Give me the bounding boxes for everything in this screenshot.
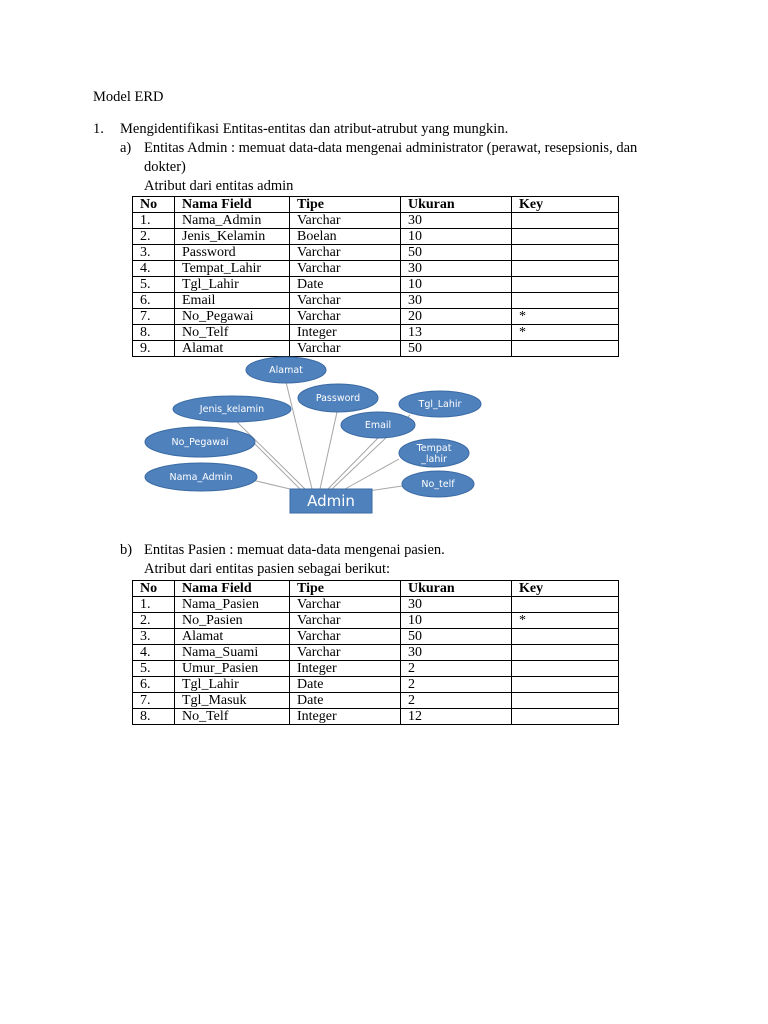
- cell-ukuran: 30: [401, 645, 512, 661]
- cell-key: [512, 213, 619, 229]
- cell-nama-field: Tgl_Lahir: [175, 677, 290, 693]
- entity-admin: [290, 489, 372, 513]
- pasien-table-caption: Atribut dari entitas pasien sebagai berikut:: [144, 561, 391, 577]
- connector-line: [320, 412, 337, 489]
- cell-nama-field: Tgl_Lahir: [175, 277, 290, 293]
- cell-ukuran: 12: [401, 709, 512, 725]
- table-row: [133, 629, 619, 645]
- attr-jenis-kelamin: [173, 396, 291, 422]
- cell-tipe: Varchar: [290, 293, 401, 309]
- admin-erd-diagram: [140, 354, 490, 518]
- cell-key: [512, 293, 619, 309]
- table-row: [133, 709, 619, 725]
- cell-nama-field: Nama_Pasien: [175, 597, 290, 613]
- cell-no: 2.: [133, 229, 175, 245]
- cell-no: 3.: [133, 245, 175, 261]
- admin-letter: a): [120, 140, 132, 156]
- header-ukuran: Ukuran: [401, 581, 512, 597]
- cell-tipe: Date: [290, 277, 401, 293]
- page-title: Model ERD: [93, 89, 164, 105]
- admin-table-caption: Atribut dari entitas admin: [144, 178, 294, 194]
- cell-tipe: Varchar: [290, 309, 401, 325]
- header-tipe: Tipe: [290, 581, 401, 597]
- table-row: [133, 693, 619, 709]
- attr-password-label: Password: [315, 393, 361, 404]
- cell-tipe: Varchar: [290, 341, 401, 357]
- table-row: [133, 597, 619, 613]
- cell-no: 2.: [133, 613, 175, 629]
- cell-nama-field: No_Pasien: [175, 613, 290, 629]
- attr-tgl-lahir: [399, 391, 481, 417]
- cell-tipe: Varchar: [290, 613, 401, 629]
- table-row: [133, 309, 619, 325]
- table-row: [133, 229, 619, 245]
- entity-admin-label: Admin: [307, 492, 355, 510]
- cell-key: [512, 693, 619, 709]
- attr-email-label: Email: [364, 420, 392, 431]
- cell-no: 7.: [133, 693, 175, 709]
- cell-tipe: Varchar: [290, 213, 401, 229]
- cell-ukuran: 30: [401, 293, 512, 309]
- attr-no-pegawai-label: No_Pegawai: [171, 437, 229, 448]
- cell-tipe: Varchar: [290, 597, 401, 613]
- cell-ukuran: 30: [401, 261, 512, 277]
- cell-no: 1.: [133, 597, 175, 613]
- cell-tipe: Boelan: [290, 229, 401, 245]
- cell-tipe: Date: [290, 677, 401, 693]
- admin-description-line2: dokter): [144, 159, 186, 175]
- header-nama-field: Nama Field: [175, 197, 290, 213]
- cell-ukuran: 10: [401, 277, 512, 293]
- cell-ukuran: 50: [401, 629, 512, 645]
- cell-ukuran: 50: [401, 341, 512, 357]
- cell-no: 6.: [133, 293, 175, 309]
- cell-key: [512, 341, 619, 357]
- cell-tipe: Date: [290, 693, 401, 709]
- cell-ukuran: 13: [401, 325, 512, 341]
- header-nama-field: Nama Field: [175, 581, 290, 597]
- cell-nama-field: Password: [175, 245, 290, 261]
- cell-no: 3.: [133, 629, 175, 645]
- table-row: [133, 213, 619, 229]
- cell-no: 9.: [133, 341, 175, 357]
- cell-key: [512, 245, 619, 261]
- cell-key: [512, 629, 619, 645]
- cell-tipe: Varchar: [290, 629, 401, 645]
- cell-nama-field: Alamat: [175, 341, 290, 357]
- attr-nama-admin: [145, 463, 257, 491]
- cell-ukuran: 30: [401, 597, 512, 613]
- admin-attribute-table: [132, 196, 619, 357]
- table-row: [133, 293, 619, 309]
- table-row: [133, 325, 619, 341]
- attr-no-pegawai: [145, 427, 255, 457]
- cell-key: [512, 709, 619, 725]
- cell-tipe: Varchar: [290, 261, 401, 277]
- table-header-row: [133, 197, 619, 213]
- attr-nama-admin-label: Nama_Admin: [169, 472, 233, 483]
- cell-nama-field: No_Telf: [175, 709, 290, 725]
- cell-key: [512, 661, 619, 677]
- section-number: 1.: [93, 121, 104, 137]
- connector-line: [328, 438, 378, 489]
- header-ukuran: Ukuran: [401, 197, 512, 213]
- table-row: [133, 661, 619, 677]
- attr-tempat-lahir: [399, 439, 469, 467]
- cell-nama-field: Tempat_Lahir: [175, 261, 290, 277]
- attr-tgl-lahir-label: Tgl_Lahir: [418, 399, 462, 410]
- table-header-row: [133, 581, 619, 597]
- header-key: Key: [512, 197, 619, 213]
- cell-no: 5.: [133, 277, 175, 293]
- cell-tipe: Integer: [290, 325, 401, 341]
- cell-nama-field: No_Pegawai: [175, 309, 290, 325]
- cell-no: 7.: [133, 309, 175, 325]
- attr-email: [341, 412, 415, 438]
- cell-no: 8.: [133, 709, 175, 725]
- pasien-description: Entitas Pasien : memuat data-data mengenai pasien.: [144, 542, 445, 558]
- cell-key: *: [512, 325, 619, 341]
- cell-no: 5.: [133, 661, 175, 677]
- cell-ukuran: 20: [401, 309, 512, 325]
- table-row: [133, 677, 619, 693]
- cell-nama-field: Alamat: [175, 629, 290, 645]
- header-no: No: [133, 581, 175, 597]
- cell-no: 4.: [133, 261, 175, 277]
- cell-ukuran: 50: [401, 245, 512, 261]
- attr-alamat-label: Alamat: [269, 365, 303, 376]
- cell-ukuran: 2: [401, 677, 512, 693]
- attr-password: [298, 384, 378, 412]
- header-key: Key: [512, 581, 619, 597]
- admin-description-line1: Entitas Admin : memuat data-data mengenai administrator (perawat, resepsionis, dan: [144, 140, 638, 156]
- cell-nama-field: Nama_Admin: [175, 213, 290, 229]
- cell-nama-field: Nama_Suami: [175, 645, 290, 661]
- cell-tipe: Integer: [290, 661, 401, 677]
- cell-tipe: Integer: [290, 709, 401, 725]
- table-row: [133, 613, 619, 629]
- cell-ukuran: 10: [401, 613, 512, 629]
- cell-no: 1.: [133, 213, 175, 229]
- attr-jenis-kelamin-label: Jenis_kelamin: [199, 404, 265, 415]
- cell-key: [512, 677, 619, 693]
- attr-alamat: [246, 357, 326, 383]
- cell-ukuran: 10: [401, 229, 512, 245]
- cell-key: *: [512, 309, 619, 325]
- cell-ukuran: 2: [401, 661, 512, 677]
- pasien-letter: b): [120, 542, 133, 558]
- cell-key: [512, 277, 619, 293]
- cell-nama-field: No_Telf: [175, 325, 290, 341]
- cell-ukuran: 30: [401, 213, 512, 229]
- cell-no: 6.: [133, 677, 175, 693]
- section-text: Mengidentifikasi Entitas-entitas dan atribut-atrubut yang mungkin.: [120, 121, 509, 137]
- cell-nama-field: Jenis_Kelamin: [175, 229, 290, 245]
- table-row: [133, 277, 619, 293]
- cell-nama-field: Umur_Pasien: [175, 661, 290, 677]
- header-no: No: [133, 197, 175, 213]
- cell-nama-field: Tgl_Masuk: [175, 693, 290, 709]
- cell-tipe: Varchar: [290, 645, 401, 661]
- attr-no-telf: [402, 471, 474, 497]
- cell-key: [512, 597, 619, 613]
- cell-key: [512, 645, 619, 661]
- cell-ukuran: 2: [401, 693, 512, 709]
- table-row: [133, 645, 619, 661]
- attr-no-telf-label: No_telf: [421, 479, 455, 490]
- cell-tipe: Varchar: [290, 245, 401, 261]
- header-tipe: Tipe: [290, 197, 401, 213]
- table-row: [133, 245, 619, 261]
- cell-key: [512, 229, 619, 245]
- cell-no: 8.: [133, 325, 175, 341]
- pasien-attribute-table: [132, 580, 619, 725]
- cell-nama-field: Email: [175, 293, 290, 309]
- cell-key: [512, 261, 619, 277]
- attr-tempat-lahir-label-1: Tempat: [416, 443, 452, 454]
- table-row: [133, 261, 619, 277]
- cell-key: *: [512, 613, 619, 629]
- attr-tempat-lahir-label-2: _lahir: [421, 454, 447, 465]
- cell-no: 4.: [133, 645, 175, 661]
